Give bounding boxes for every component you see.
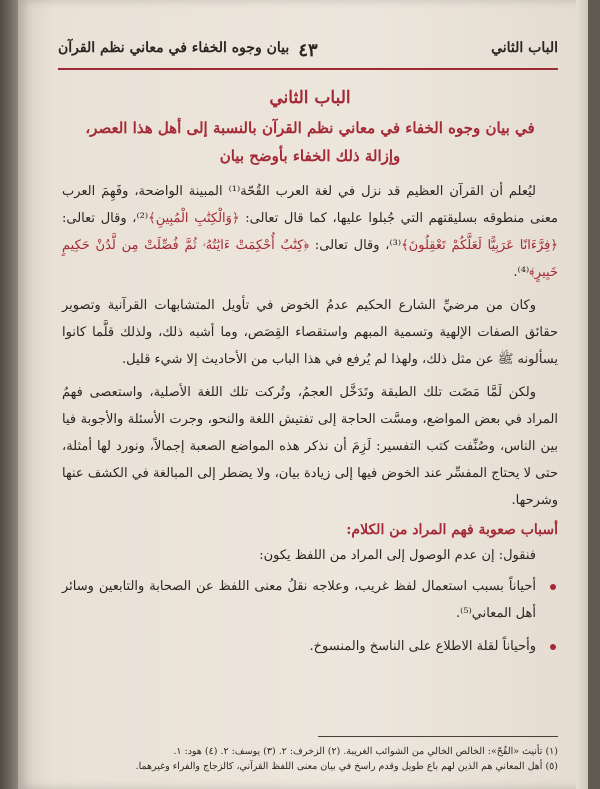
quran-verse-3: ﴿كِتَٰبٌ أُحْكِمَتْ ءَايَٰتُهُۥ ثُمَّ فُصِّلَتْ مِن لَّدُنْ حَكِيمٍ خَبِيرٍ﴾: [62, 238, 558, 280]
page-body: [62, 88, 558, 666]
chapter-title: الباب الثاني: [269, 88, 351, 108]
footnotes: [62, 744, 558, 774]
header-chapter: الباب الثاني: [491, 40, 558, 56]
page-edge: [576, 0, 588, 789]
book-spine: [0, 0, 18, 789]
p1-text-d: ⁽⁴⁾.: [513, 265, 530, 280]
page-number: ٤٣: [298, 40, 318, 61]
p1-text-b: ⁽²⁾، وقال تعالى:: [62, 211, 149, 226]
bullet-text-2: وأحياناً لقلة الاطلاع على الناسخ والمنسوخ.: [309, 639, 536, 654]
paragraph-4: فنقول: إن عدم الوصول إلى المراد من اللفظ يكون:: [259, 548, 536, 563]
quran-verse-2: ﴿فِرَّءَانًا عَرَبِيًّا لَعَلَّكُمْ تَعْقِلُونَ﴾: [401, 238, 559, 253]
book-page: [18, 0, 588, 789]
running-header: [58, 40, 558, 64]
list-item: [62, 573, 558, 627]
footnote-1: (١) تأنيث «القُحّ»: الخالص الخالي من الشوائب الغريبة. (٢) الزخرف: ٢. (٣) يوسف: ٢. (٤) هود: ١.: [173, 746, 558, 757]
p1-text-c: ⁽³⁾، وقال تعالى:: [309, 238, 402, 253]
footnote-divider: [318, 736, 558, 737]
paragraph-2: وكان من مرضيِّ الشارع الحكيم عدمُ الخوض في تأويل المتشابهات القرآنية وتصوير حقائق الصفات الإلهية وتسمية المبهم واستقصاء القِصَص، وما أشبه ذلك، ولذلك قلَّما كانوا يسألونه ﷺ عن مثل ذلك، ولهذا لم يُرفع في هذا الباب من الأحاديث إلا شيء قليل.: [62, 298, 558, 367]
footnote-2: (٥) أهل المعاني هم الذين لهم باع طويل وقدم راسخ في بيان معنى اللفظ القرآني، كالزجاج والفراء وغيرهما.: [135, 761, 558, 772]
subtitle-line-1: في بيان وجوه الخفاء في معاني نظم القرآن بالنسبة إلى أهل هذا العصر،: [85, 119, 535, 137]
bullet-dot-icon: [550, 644, 556, 650]
paragraph-1: [62, 178, 558, 286]
section-heading: أسباب صعوبة فهم المراد من الكلام:: [346, 522, 558, 538]
bullet-list: [62, 573, 558, 660]
quran-verse-1: ﴿وَالْكِتَٰبِ الْمُبِينِ﴾: [148, 211, 240, 226]
list-item: [62, 633, 558, 660]
subtitle-line-2: وإزالة ذلك الخفاء بأوضح بيان: [219, 147, 401, 165]
bullet-text-1: أحياناً بسبب استعمال لفظ غريب، وعلاجه نقلُ معنى اللفظ عن الصحابة والتابعين وسائر أهل المعاني⁽⁵⁾.: [62, 579, 536, 621]
paragraph-3: ولكن لَمَّا مَضَت تلك الطبقة وتَدَخَّل العجمُ، وتُركت تلك اللغة الأصلية، واستعصى فهمُ المراد في بعض المواضع، ومسَّت الحاجة إلى تفتيش اللغة والنحو، وجرت الأسئلة والأجوبة فيا بين الناس، وصُنِّفت كتب التفسير: لَزِمَ أن نذكر هذه المواضع الصعبة إجمالاً، ونورد لها أمثلة، حتى لا يحتاج المفسِّر عند الخوض فيها إلى زيادة بيان، ولا يضطر إلى المبالغة في الكشف عنها وشرحها.: [62, 385, 558, 508]
p1-text-a: ليُعلم أن القرآن العظيم قد نزل في لغة العرب القُحّة⁽¹⁾ المبينة الواضحة، وفَهِمَ العرب معنى منطوقه بسليقتهم التي جُبلوا عليها، كما قال تعالى:: [62, 184, 558, 226]
chapter-subtitle: [62, 114, 558, 170]
header-section: بيان وجوه الخفاء في معاني نظم القرآن: [58, 40, 290, 56]
bullet-dot-icon: [550, 584, 556, 590]
header-divider: [58, 68, 558, 70]
